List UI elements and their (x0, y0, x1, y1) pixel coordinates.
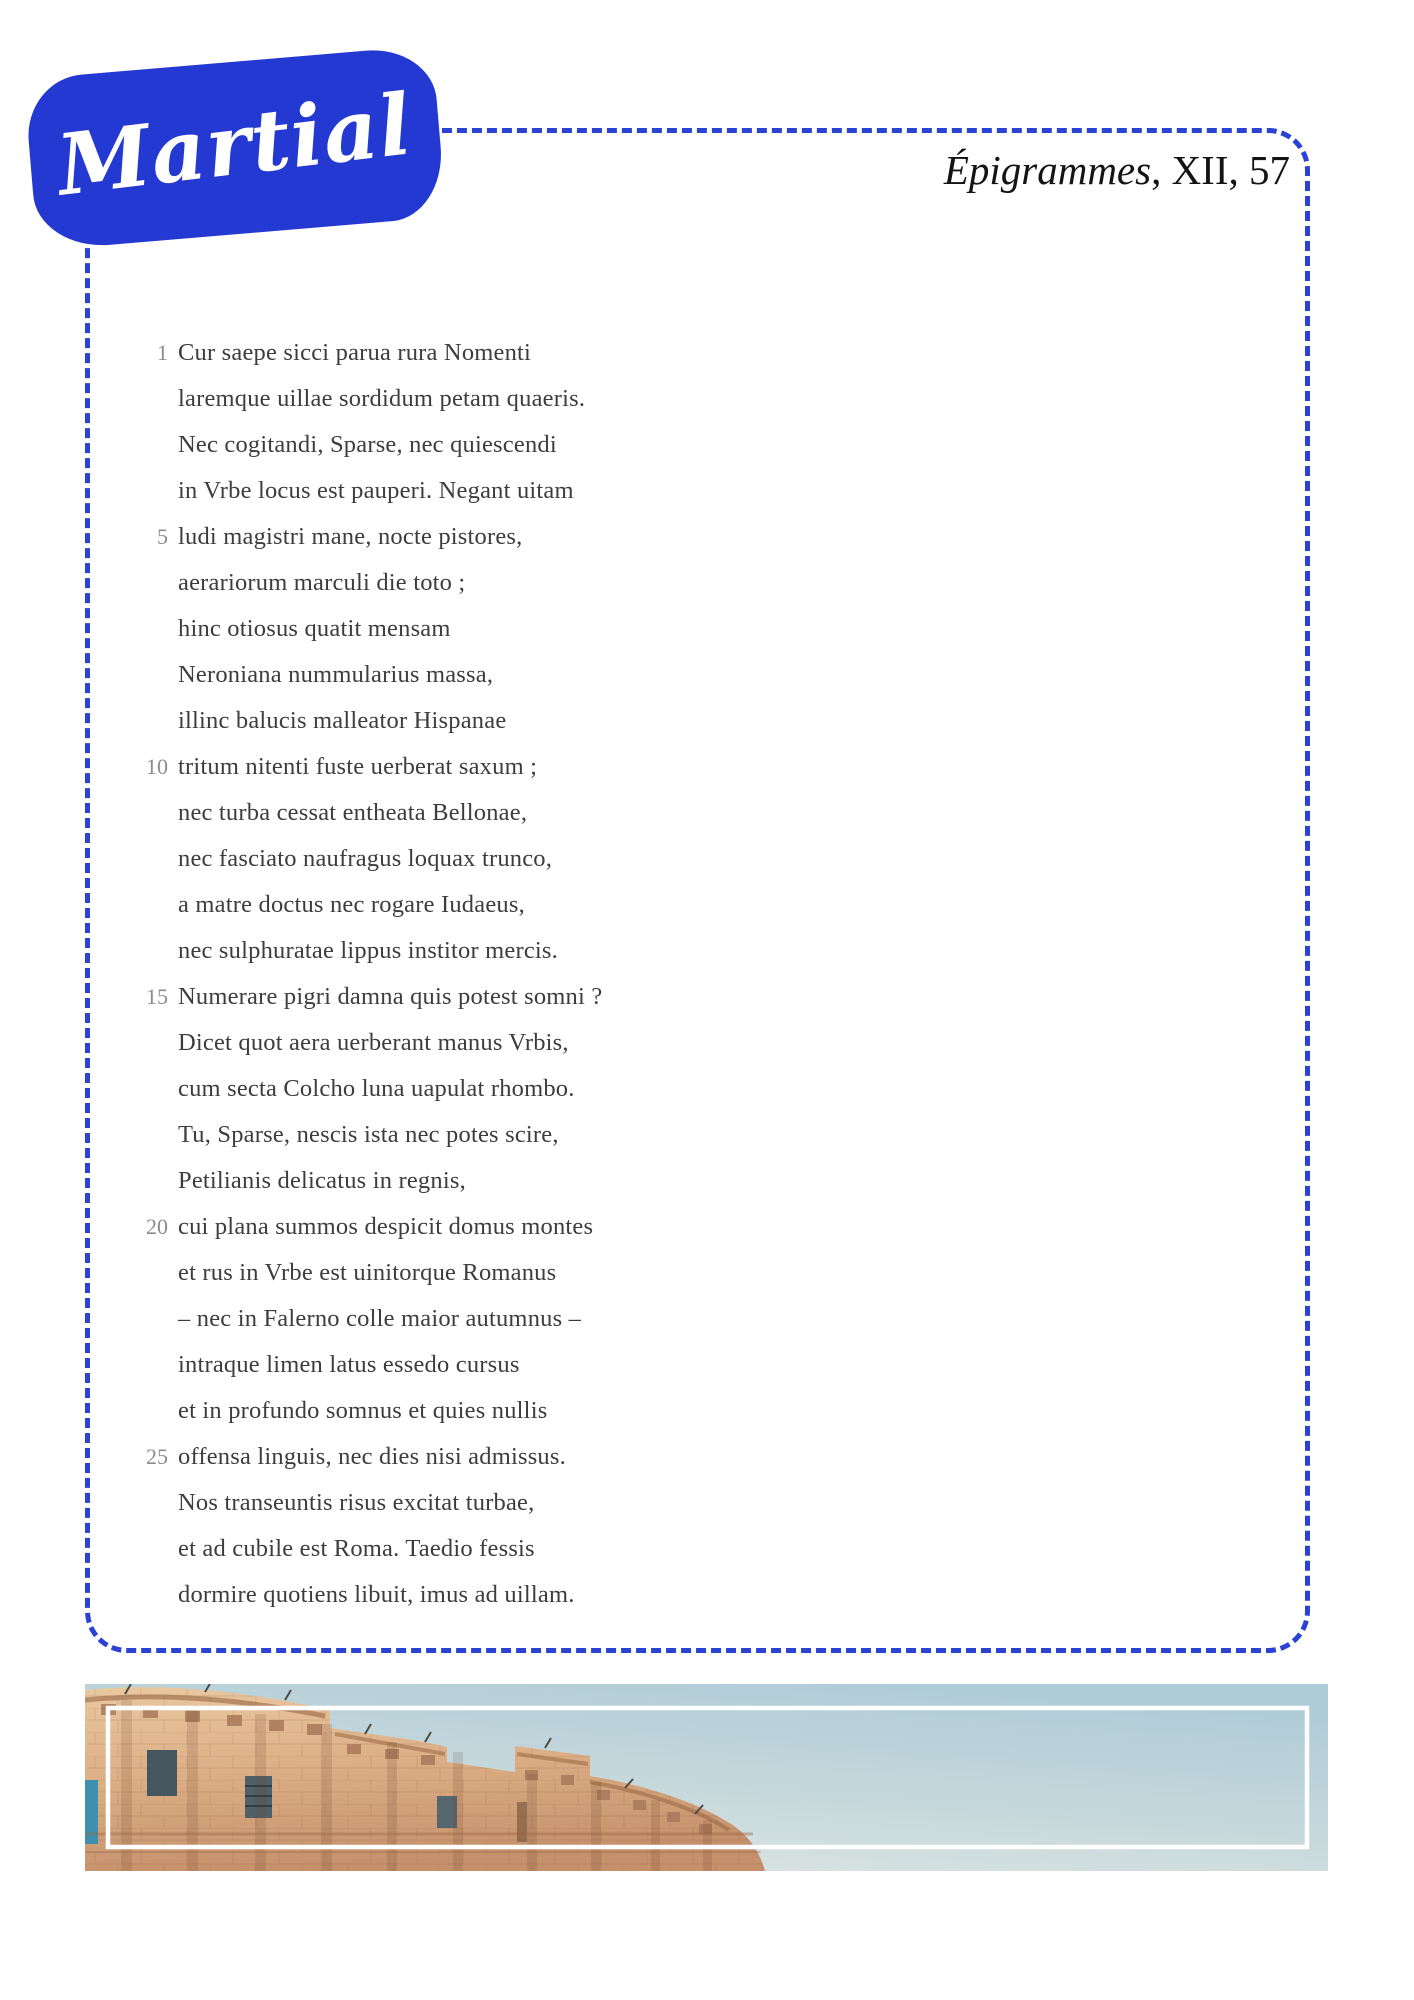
verse-text: cui plana summos despicit domus montes (178, 1213, 594, 1240)
verse-text: – nec in Falerno colle maior autumnus – (178, 1305, 582, 1332)
verse-number: 5 (157, 524, 168, 549)
verse-text: hinc otiosus quatit mensam (178, 615, 451, 642)
poem-line (85, 376, 1235, 422)
verse-number: 20 (146, 1214, 168, 1239)
verse-text: et rus in Vrbe est uinitorque Romanus (178, 1259, 557, 1286)
verse-text: Nec cogitandi, Sparse, nec quiescendi (178, 431, 557, 458)
verse-text: Tu, Sparse, nescis ista nec potes scire, (178, 1121, 559, 1148)
verse-number (85, 1526, 178, 1572)
verse-number (85, 652, 178, 698)
poem-line (85, 1020, 1235, 1066)
verse-number (85, 1112, 178, 1158)
verse-text: laremque uillae sordidum petam quaeris. (178, 385, 586, 412)
verse-number (85, 1342, 178, 1388)
verse-number: 10 (146, 754, 168, 779)
poem-line (85, 1526, 1235, 1572)
poem-line (85, 1158, 1235, 1204)
poem-line (85, 1572, 1235, 1618)
verse-number (85, 1388, 178, 1434)
verse-number (85, 882, 178, 928)
verse-text: Petilianis delicatus in regnis, (178, 1167, 466, 1194)
verse-number: 1 (157, 340, 168, 365)
poem-line (85, 1066, 1235, 1112)
verse-text: Dicet quot aera uerberant manus Vrbis, (178, 1029, 569, 1056)
verse-number: 25 (146, 1444, 168, 1469)
verse-text: Nos transeuntis risus excitat turbae, (178, 1489, 535, 1516)
poem-text (85, 330, 1235, 1618)
work-title-reference: , XII, 57 (1151, 147, 1290, 193)
poem-line (85, 422, 1235, 468)
verse-number (85, 1572, 178, 1618)
poem-line (85, 790, 1235, 836)
verse-text: dormire quotiens libuit, imus ad uillam. (178, 1581, 575, 1608)
verse-text: offensa linguis, nec dies nisi admissus. (178, 1443, 566, 1470)
verse-number (85, 376, 178, 422)
verse-text: nec sulphuratae lippus institor mercis. (178, 937, 558, 964)
poem-line (85, 652, 1235, 698)
colosseum-photo-graphic (85, 1684, 1328, 1871)
verse-number (85, 1158, 178, 1204)
verse-text: cum secta Colcho luna uapulat rhombo. (178, 1075, 575, 1102)
verse-number (85, 1020, 178, 1066)
verse-text: et in profundo somnus et quies nullis (178, 1397, 548, 1424)
verse-number (85, 790, 178, 836)
poem-line (85, 560, 1235, 606)
poem-line (85, 744, 1235, 790)
work-title (944, 146, 1290, 194)
verse-number (85, 1296, 178, 1342)
verse-text: Numerare pigri damna quis potest somni ? (178, 983, 603, 1010)
poem-line (85, 1204, 1235, 1250)
verse-number (85, 1066, 178, 1112)
poem-line (85, 974, 1235, 1020)
poem-line (85, 1342, 1235, 1388)
verse-text: in Vrbe locus est pauperi. Negant uitam (178, 477, 574, 504)
verse-text: nec fasciato naufragus loquax trunco, (178, 845, 553, 872)
verse-text: Cur saepe sicci parua rura Nomenti (178, 339, 532, 366)
author-badge (24, 45, 447, 251)
work-title-italic: Épigrammes (943, 147, 1152, 193)
poem-line (85, 836, 1235, 882)
poem-line (85, 468, 1235, 514)
verse-number (85, 468, 178, 514)
verse-number (85, 928, 178, 974)
poem-line (85, 514, 1235, 560)
verse-number (85, 422, 178, 468)
verse-text: ludi magistri mane, nocte pistores, (178, 523, 523, 550)
verse-text: aerariorum marculi die toto ; (178, 569, 466, 596)
verse-text: intraque limen latus essedo cursus (178, 1351, 520, 1378)
poem-line (85, 928, 1235, 974)
poem-line (85, 330, 1235, 376)
verse-text: Neroniana nummularius massa, (178, 661, 494, 688)
poem-line (85, 1296, 1235, 1342)
verse-number (85, 836, 178, 882)
verse-number: 15 (146, 984, 168, 1009)
verse-text: tritum nitenti fuste uerberat saxum ; (178, 753, 538, 780)
poem-line (85, 606, 1235, 652)
poem-line (85, 1250, 1235, 1296)
colosseum-ruins-photo (85, 1684, 1328, 1871)
verse-number (85, 1250, 178, 1296)
poem-line (85, 882, 1235, 928)
poem-line (85, 1388, 1235, 1434)
poem-line (85, 698, 1235, 744)
verse-text: illinc balucis malleator Hispanae (178, 707, 507, 734)
verse-text: nec turba cessat entheata Bellonae, (178, 799, 528, 826)
verse-text: et ad cubile est Roma. Taedio fessis (178, 1535, 535, 1562)
verse-text: a matre doctus nec rogare Iudaeus, (178, 891, 525, 918)
poem-line (85, 1112, 1235, 1158)
verse-number (85, 1480, 178, 1526)
author-name: Martial (52, 73, 417, 215)
verse-number (85, 606, 178, 652)
verse-number (85, 560, 178, 606)
poem-line (85, 1480, 1235, 1526)
verse-number (85, 698, 178, 744)
poem-line (85, 1434, 1235, 1480)
